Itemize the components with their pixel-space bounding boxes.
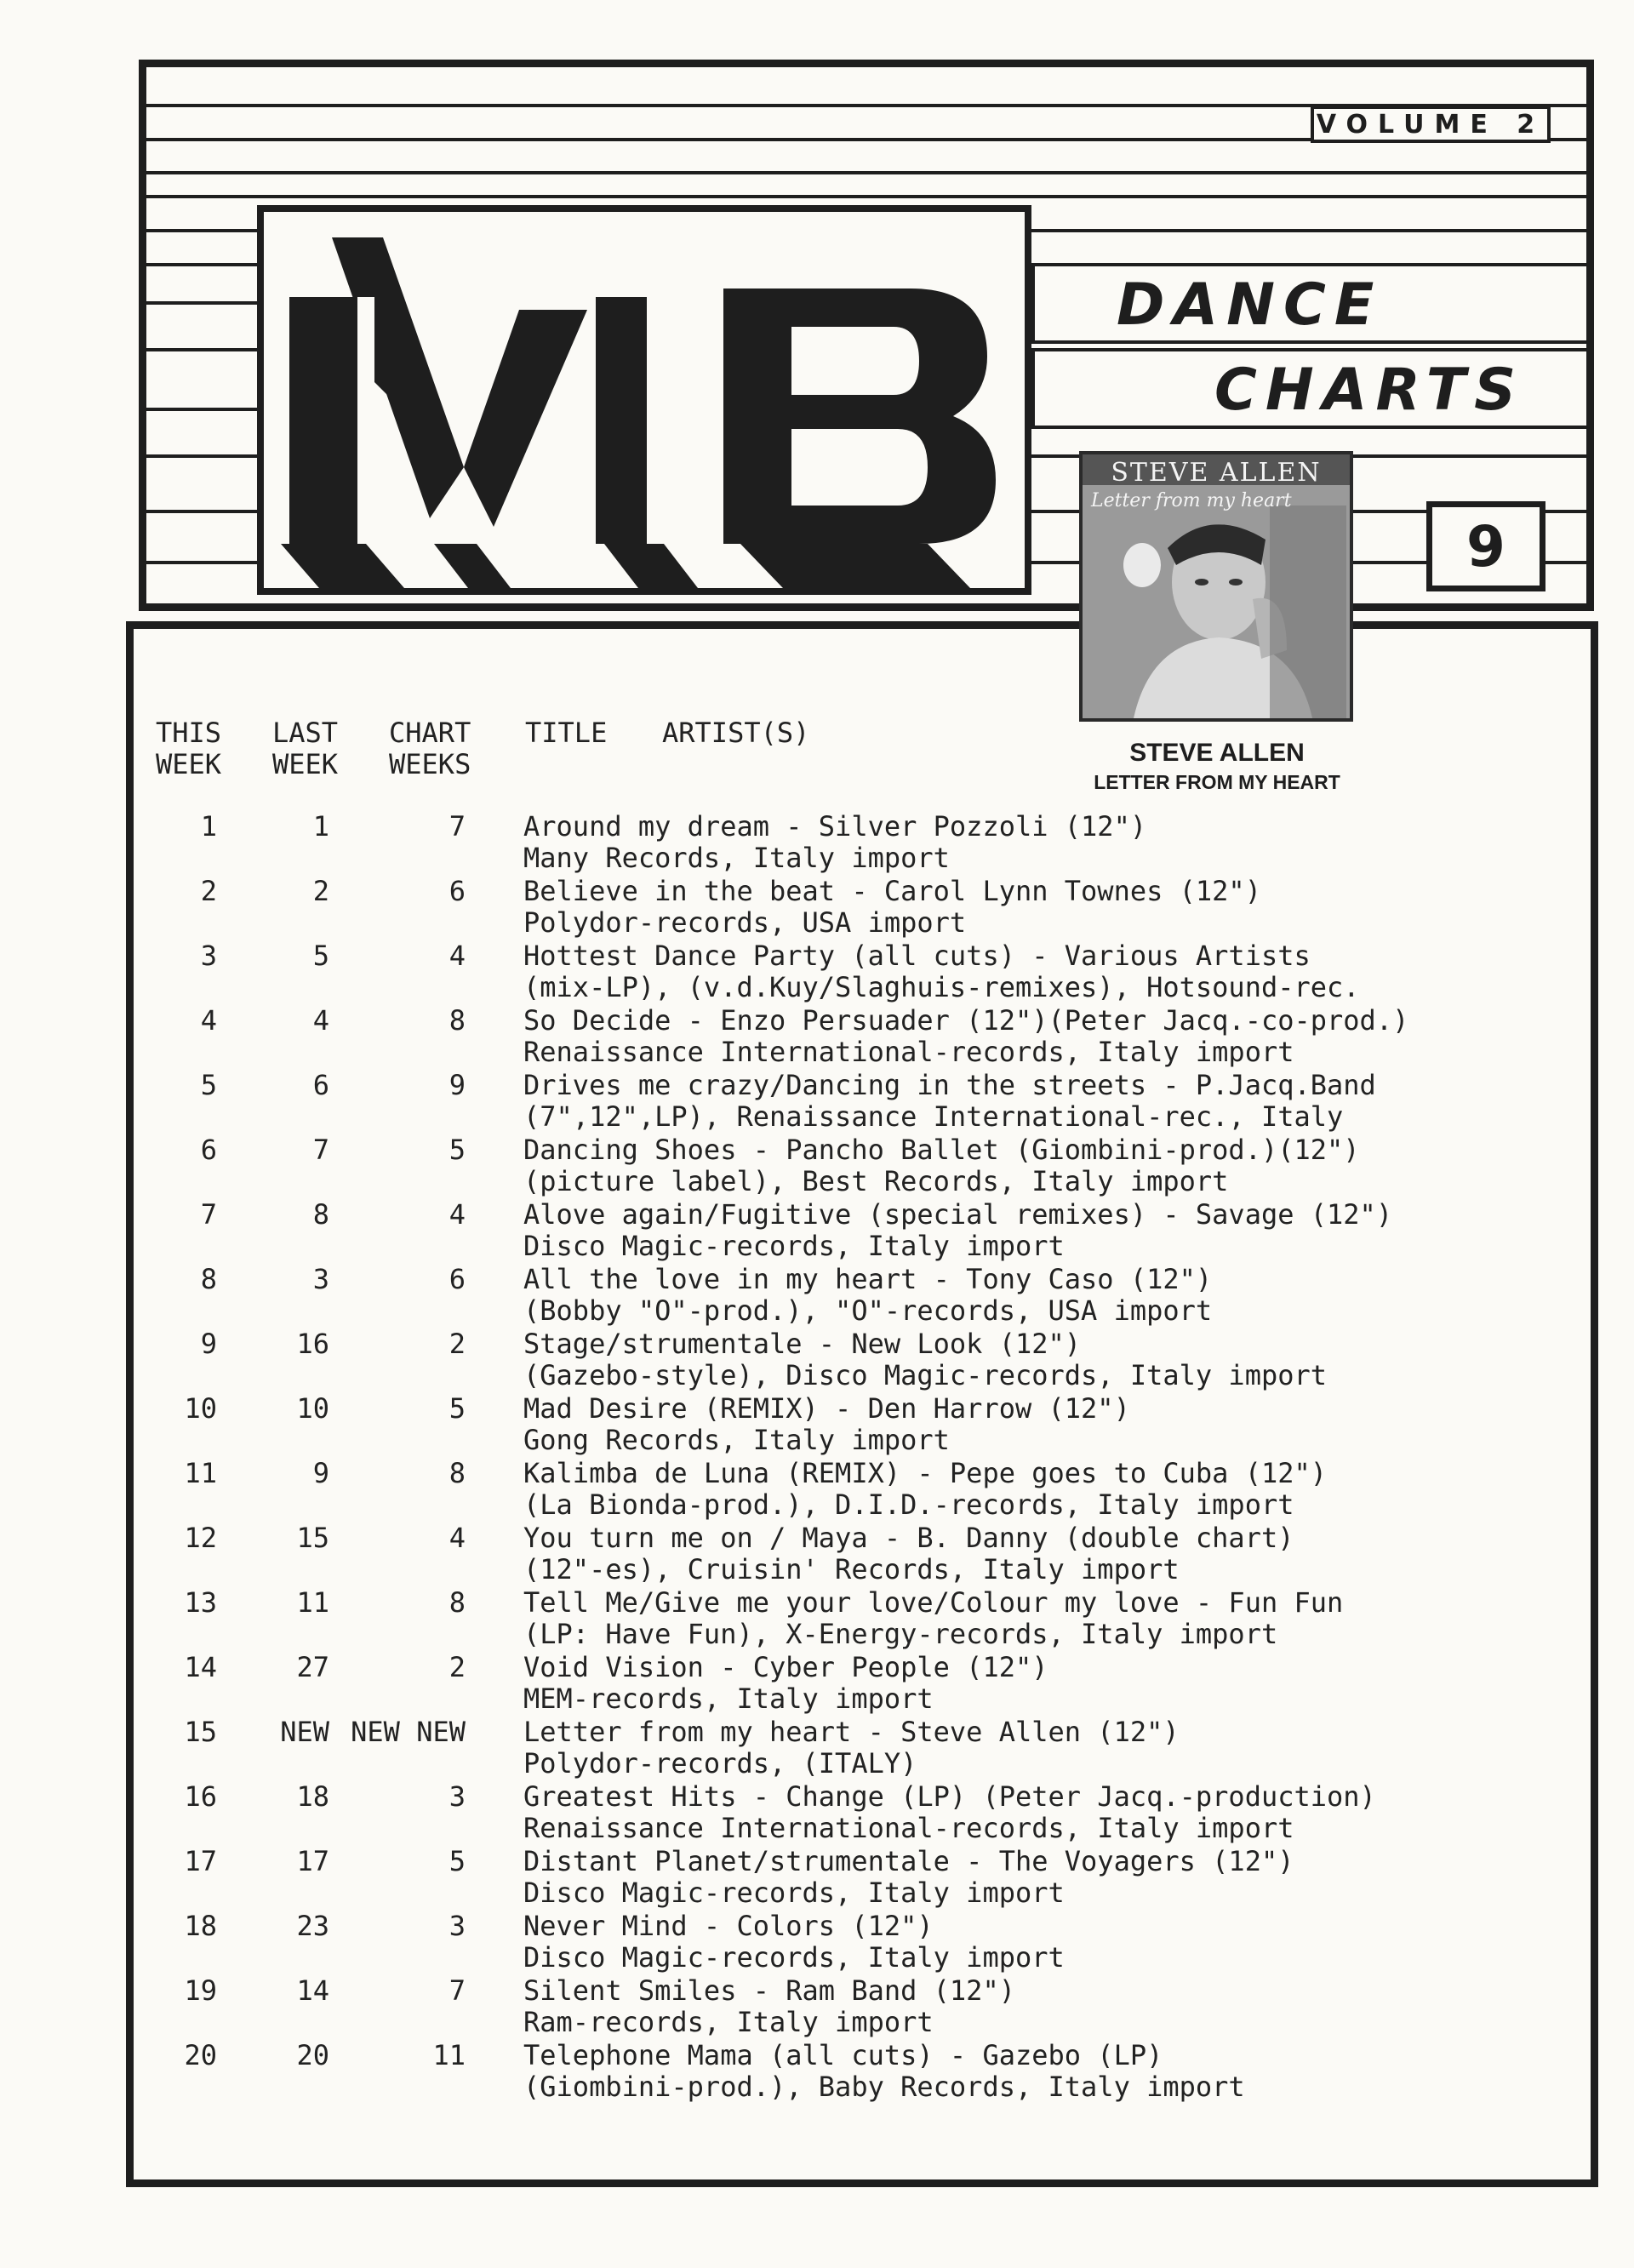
chart-row [0, 1199, 1634, 1264]
chart-row [0, 811, 1634, 876]
last-week: 14 [296, 1974, 329, 2007]
chart-row [0, 1911, 1634, 1975]
label-info: Gong Records, Italy import [523, 1424, 950, 1456]
last-week: 7 [312, 1134, 329, 1166]
label-info: (Gazebo-style), Disco Magic-records, Italy import [523, 1359, 1328, 1391]
chart-row [0, 1846, 1634, 1911]
this-week: 20 [184, 2039, 217, 2071]
chart-row [0, 940, 1634, 1005]
chart-weeks: 8 [448, 1457, 466, 1489]
chart-weeks: 3 [448, 1780, 466, 1813]
chart-row [0, 1005, 1634, 1070]
title-artist: Around my dream - Silver Pozzoli (12") [523, 810, 1147, 843]
label-info: Disco Magic-records, Italy import [523, 1941, 1065, 1974]
label-info: Polydor-records, USA import [523, 906, 967, 939]
chart-row [0, 876, 1634, 940]
title-artist: Dancing Shoes - Pancho Ballet (Giombini-prod.)(12") [523, 1134, 1360, 1166]
this-week: 7 [200, 1198, 217, 1231]
cover-caption-title: LETTER FROM MY HEART [1094, 771, 1340, 793]
chart-weeks: 2 [448, 1328, 466, 1360]
title-artist: All the love in my heart - Tony Caso (12") [523, 1263, 1213, 1295]
label-info: Disco Magic-records, Italy import [523, 1230, 1065, 1262]
this-week: 11 [184, 1457, 217, 1489]
this-week: 13 [184, 1586, 217, 1619]
title-artist: Silent Smiles - Ram Band (12") [523, 1974, 1015, 2007]
title-artist: Kalimba de Luna (REMIX) - Pepe goes to Cuba (12") [523, 1457, 1328, 1489]
label-info: Polydor-records, (ITALY) [523, 1747, 917, 1780]
chart-weeks: 7 [448, 810, 466, 843]
dance-label: DANCE [1117, 271, 1383, 339]
label-info: (La Bionda-prod.), D.I.D.-records, Italy import [523, 1488, 1294, 1521]
chart-row [0, 1652, 1634, 1717]
label-info: (12"-es), Cruisin' Records, Italy import [523, 1553, 1180, 1585]
last-week: 4 [312, 1004, 329, 1037]
chart-weeks: 11 [432, 2039, 466, 2071]
chart-weeks: 6 [448, 1263, 466, 1295]
cover-artist: STEVE ALLEN [1111, 458, 1322, 488]
title-artist: Believe in the beat - Carol Lynn Townes (12") [523, 875, 1261, 907]
chart-weeks: 8 [448, 1004, 466, 1037]
last-week: 17 [296, 1845, 329, 1877]
label-info: (Giombini-prod.), Baby Records, Italy import [523, 2071, 1245, 2103]
last-week: NEW [280, 1716, 329, 1748]
chart-weeks: 5 [448, 1845, 466, 1877]
chart-row [0, 1975, 1634, 2040]
this-week: 8 [200, 1263, 217, 1295]
this-week: 19 [184, 1974, 217, 2007]
label-info: (7",12",LP), Renaissance International-rec., Italy [523, 1100, 1344, 1133]
chart-weeks: 8 [448, 1586, 466, 1619]
cover-title: Letter from my heart [1091, 490, 1292, 511]
title-artist: So Decide - Enzo Persuader (12")(Peter Jacq.-co-prod.) [523, 1004, 1409, 1037]
chart-row [0, 1264, 1634, 1328]
title-artist: Letter from my heart - Steve Allen (12") [523, 1716, 1180, 1748]
title-artist: Stage/strumentale - New Look (12") [523, 1328, 1082, 1360]
label-info: Ram-records, Italy import [523, 2006, 934, 2038]
title-artist: Greatest Hits - Change (LP) (Peter Jacq.-production) [523, 1780, 1376, 1813]
title-artist: Telephone Mama (all cuts) - Gazebo (LP) [523, 2039, 1163, 2071]
chart-row [0, 1781, 1634, 1846]
volume-label: VOLUME 2 [1311, 106, 1551, 143]
masthead-rule [146, 171, 1586, 174]
record-cover [1079, 451, 1353, 722]
title-artist: Hottest Dance Party (all cuts) - Various Artists [523, 940, 1311, 972]
label-info: MEM-records, Italy import [523, 1682, 934, 1715]
chart-weeks: 5 [448, 1134, 466, 1166]
title-artist: You turn me on / Maya - B. Danny (double chart) [523, 1522, 1294, 1554]
last-week: 27 [296, 1651, 329, 1683]
label-info: (picture label), Best Records, Italy import [523, 1165, 1229, 1197]
this-week: 16 [184, 1780, 217, 1813]
title-artist: Void Vision - Cyber People (12") [523, 1651, 1048, 1683]
last-week: 20 [296, 2039, 329, 2071]
last-week: 6 [312, 1069, 329, 1101]
this-week: 3 [200, 940, 217, 972]
title-artist: Alove again/Fugitive (special remixes) - Savage (12") [523, 1198, 1393, 1231]
chart-row [0, 1134, 1634, 1199]
label-info: (Bobby "O"-prod.), "O"-records, USA import [523, 1294, 1213, 1327]
last-week: 5 [312, 940, 329, 972]
chart-weeks: 4 [448, 1198, 466, 1231]
charts-label: CHARTS [1214, 357, 1525, 424]
label-info: Renaissance International-records, Italy import [523, 1036, 1294, 1068]
col-artist: ARTIST(S) [662, 717, 810, 749]
label-info: Disco Magic-records, Italy import [523, 1877, 1065, 1909]
chart-weeks: NEW NEW [351, 1716, 466, 1748]
this-week: 5 [200, 1069, 217, 1101]
label-info: Renaissance International-records, Italy import [523, 1812, 1294, 1844]
chart-row [0, 1328, 1634, 1393]
masthead-rule [146, 195, 1586, 198]
col-title: TITLE [525, 717, 608, 749]
chart-row [0, 1587, 1634, 1652]
chart-weeks: 9 [448, 1069, 466, 1101]
title-artist: Never Mind - Colors (12") [523, 1910, 934, 1942]
issue-number: 9 [1426, 501, 1545, 591]
last-week: 8 [312, 1198, 329, 1231]
label-info: (LP: Have Fun), X-Energy-records, Italy import [523, 1618, 1278, 1650]
this-week: 10 [184, 1392, 217, 1425]
chart-weeks: 3 [448, 1910, 466, 1942]
logo-letter-m [289, 237, 664, 544]
title-artist: Tell Me/Give me your love/Colour my love - Fun Fun [523, 1586, 1344, 1619]
this-week: 18 [184, 1910, 217, 1942]
this-week: 6 [200, 1134, 217, 1166]
chart-row [0, 1522, 1634, 1587]
last-week: 23 [296, 1910, 329, 1942]
chart-weeks: 4 [448, 940, 466, 972]
this-week: 1 [200, 810, 217, 843]
mb-logo [264, 212, 1025, 588]
this-week: 15 [184, 1716, 217, 1748]
logo-letter-b [723, 288, 996, 544]
title-artist: Distant Planet/strumentale - The Voyagers (12") [523, 1845, 1294, 1877]
chart-row [0, 1717, 1634, 1781]
col-this-week: THIS WEEK [156, 717, 222, 780]
title-artist: Drives me crazy/Dancing in the streets - P.Jacq.Band [523, 1069, 1376, 1101]
chart-weeks: 6 [448, 875, 466, 907]
chart-row [0, 2040, 1634, 2105]
last-week: 1 [312, 810, 329, 843]
chart-weeks: 2 [448, 1651, 466, 1683]
col-last-week: LAST WEEK [272, 717, 339, 780]
chart-weeks: 7 [448, 1974, 466, 2007]
last-week: 3 [312, 1263, 329, 1295]
last-week: 15 [296, 1522, 329, 1554]
logo-box [257, 205, 1031, 595]
last-week: 9 [312, 1457, 329, 1489]
chart-weeks: 4 [448, 1522, 466, 1554]
col-chart-weeks: CHART WEEKS [389, 717, 471, 780]
chart-row [0, 1393, 1634, 1458]
chart-row [0, 1458, 1634, 1522]
this-week: 2 [200, 875, 217, 907]
label-info: Many Records, Italy import [523, 842, 950, 874]
chart-row [0, 1070, 1634, 1134]
title-artist: Mad Desire (REMIX) - Den Harrow (12") [523, 1392, 1130, 1425]
last-week: 11 [296, 1586, 329, 1619]
label-info: (mix-LP), (v.d.Kuy/Slaghuis-remixes), Hotsound-rec. [523, 971, 1360, 1003]
chart-weeks: 5 [448, 1392, 466, 1425]
this-week: 12 [184, 1522, 217, 1554]
logo-shadow [281, 544, 970, 588]
cover-caption-artist: STEVE ALLEN [1129, 739, 1305, 767]
masthead [139, 60, 1594, 611]
last-week: 18 [296, 1780, 329, 1813]
last-week: 16 [296, 1328, 329, 1360]
last-week: 10 [296, 1392, 329, 1425]
last-week: 2 [312, 875, 329, 907]
this-week: 4 [200, 1004, 217, 1037]
this-week: 14 [184, 1651, 217, 1683]
this-week: 17 [184, 1845, 217, 1877]
this-week: 9 [200, 1328, 217, 1360]
